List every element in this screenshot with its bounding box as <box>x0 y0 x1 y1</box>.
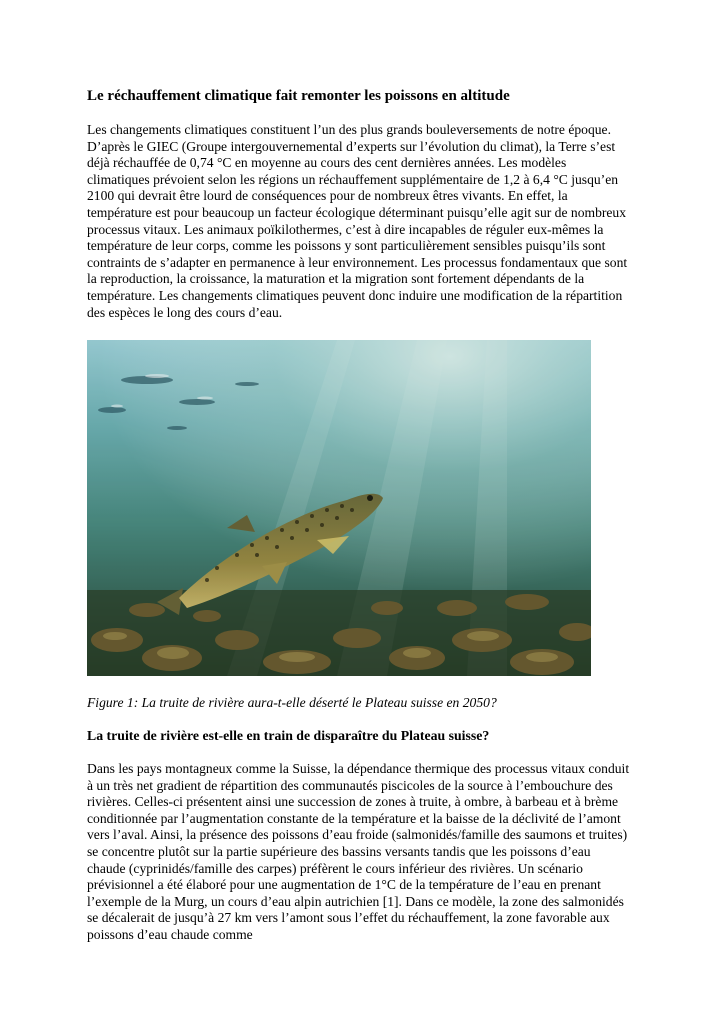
body-paragraph: Dans les pays montagneux comme la Suisse, la dépendance thermique des processus vitaux conduit à un très net gradient de répartition des communautés piscicoles de la source à l’embouchure des rivières. Celles-ci présentent ainsi une succession de zones à truite, à ombre, à barbeau et à brème conditionnée par l’augmentation constante de la température et la baisse de la déclivité de l’amont vers l’aval. Ainsi, la présence des poissons d’eau froide (salmonidés/famille des saumons et truites) se concentre plutôt sur la partie supérieure des bassins versants tandis que les poissons d’eau chaude (cyprinidés/famille des carpes) préfèrent le cours inférieur des rivières. Un scénario prévisionnel a été élaboré pour une augmentation de 1°C de la température de l’eau en prenant l’exemple de la Murg, un cours d’eau alpin autrichien [1]. Dans ce modèle, la zone des salmonidés se décalerait de jusqu’à 27 km vers l’amont sous l’effet du réchauffement, la zone favorable aux poissons d’eau chaude comme <box>87 761 630 942</box>
trout-underwater-photo <box>87 340 591 676</box>
article-title: Le réchauffement climatique fait remonter les poissons en altitude <box>87 88 510 104</box>
figure-caption: Figure 1: La truite de rivière aura-t-elle déserté le Plateau suisse en 2050? <box>87 695 497 710</box>
intro-paragraph: Les changements climatiques constituent l’un des plus grands bouleversements de notre époque. D’après le GIEC (Groupe intergouvernemental d’experts sur l’évolution du climat), la Terre s’est déjà réchauffée de 0,74 °C en moyenne au cours des cent dernières années. Les modèles climatiques prévoient selon les régions un réchauffement supplémentaire de 1,2 à 6,4 °C jusqu’en 2100 qui devrait être lourd de conséquences pour de nombreux êtres vivants. En effet, la température est pour beaucoup un facteur écologique déterminant puisqu’elle agit sur de nombreux processus vitaux. Les animaux poïkilothermes, c’est à dire incapables de réguler eux-mêmes la température de leur corps, comme les poissons y sont particulièrement sensibles puisqu’ils sont contraints de s’adapter en permanence à leur environnement. Les processus fondamentaux que sont la reproduction, la croissance, la maturation et la migration sont fortement dépendants de la température. Les changements climatiques peuvent donc induire une modification de la répartition des espèces le long des cours d’eau. <box>87 122 628 320</box>
section-heading: La truite de rivière est-elle en train de disparaître du Plateau suisse? <box>87 728 490 743</box>
